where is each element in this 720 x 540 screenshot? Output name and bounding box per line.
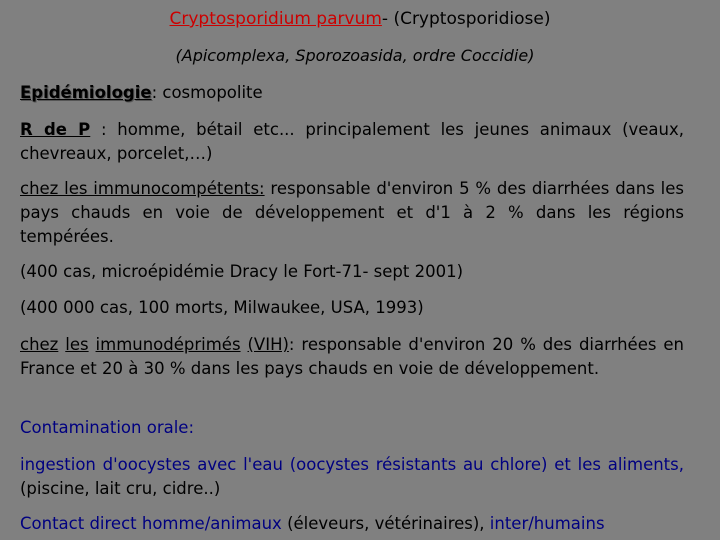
immunocompromised-text: : responsable d'environ 20 % des diarrhées en France et 20 à 30 % dans les pays chauds en voie de développement. [20, 335, 684, 378]
immunocompetent-paragraph [20, 177, 684, 249]
title-disease: - (Cryptosporidiose) [381, 9, 551, 29]
reservoir-label: R de P [20, 120, 91, 139]
contact-direct-text: Contact direct homme/animaux [20, 514, 282, 533]
contact-paragraph [20, 512, 684, 536]
milwaukee-outbreak: (400 000 cas, 100 morts, Milwaukee, USA, 1993) [20, 298, 424, 317]
immunocompromised-paragraph [20, 333, 684, 381]
ingestion-examples: (piscine, lait cru, cidre..) [20, 479, 221, 498]
immunocompetent-text: responsable d'environ 5 % des diarrhées dans les pays chauds en voie de développement et d'1 à 2 % dans les régions tempérées. [20, 179, 684, 246]
immunocompromised-label-word: immunodéprimés [95, 335, 241, 354]
contamination-heading: Contamination orale: [20, 418, 195, 437]
dracy-outbreak: (400 cas, microépidémie Dracy le Fort-71- sept 2001) [20, 262, 464, 281]
ingestion-paragraph [20, 453, 684, 501]
reservoir-paragraph [20, 118, 684, 166]
slide-subtitle: (Apicomplexa, Sporozoasida, ordre Coccidie) [175, 46, 535, 65]
immunocompromised-label-chez: chez [20, 335, 59, 354]
contact-inter-humans: inter/humains [489, 514, 605, 533]
contact-examples: (éleveurs, vétérinaires), [281, 514, 490, 533]
title-organism: Cryptosporidium parvum [169, 9, 382, 29]
epidemiology-paragraph [20, 81, 684, 105]
immunocompetent-label: chez les immunocompétents: [20, 179, 265, 198]
immunocompromised-label-hiv: (VIH) [247, 335, 289, 354]
reservoir-text: : homme, bétail etc... principalement les jeunes animaux (veaux, chevreaux, porcelet,…) [20, 120, 684, 163]
ingestion-text: ingestion d'oocystes avec l'eau (oocystes résistants au chlore) et les aliments, [20, 455, 684, 474]
epidemiology-label: Epidémiologie [20, 83, 152, 102]
immunocompromised-label-les: les [65, 335, 89, 354]
epidemiology-text: : cosmopolite [151, 83, 263, 102]
slide-title [0, 8, 720, 30]
